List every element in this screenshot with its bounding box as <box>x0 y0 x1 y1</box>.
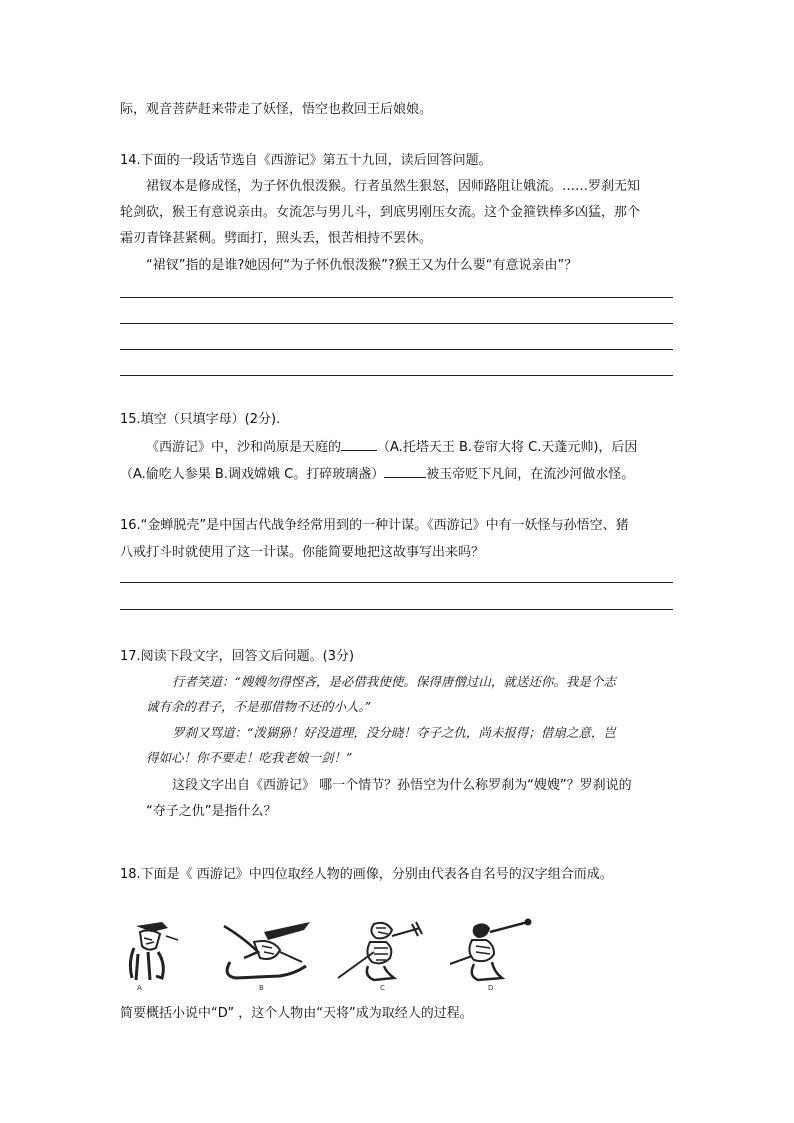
q16-line: 八戒打斗时就使用了这一计谋。你能简要地把这故事写出来吗？ <box>120 545 485 560</box>
q17-title: 17.阅读下段文字，回答文后问题。(3分) <box>120 649 355 664</box>
portrait-label: C <box>380 984 385 992</box>
answer-line[interactable] <box>120 609 673 610</box>
q17-quote-line: 诚有余的君子，不是那借物不还的小人。” <box>146 699 372 714</box>
q17-quote-line: 行者笑道：“嫂嫂勿得悭吝，是必借我使使。保得唐僧过山，就送还你。我是个志 <box>172 674 616 689</box>
q15-text: 《西游记》中，沙和尚原是天庭的 <box>146 440 342 455</box>
answer-line[interactable] <box>120 375 673 376</box>
answer-line[interactable] <box>120 582 673 583</box>
portrait-c-image <box>334 918 424 984</box>
q17-quote-line: 罗刹又骂道：“泼猢狲！好没道理，没分晓！夺子之仇，尚未报得；借扇之意，岂 <box>172 725 616 740</box>
q14-question: “裙钗”指的是谁?她因何“为子怀仇恨泼猴”?猴王又为什么要“有意说亲由”？ <box>146 258 578 273</box>
answer-line[interactable] <box>120 323 673 324</box>
portrait-label: A <box>137 984 142 992</box>
q14-title: 14.下面的一段话节选自《西游记》第五十九回，读后回答问题。 <box>120 153 492 168</box>
q14-passage-line: 裙钗本是修成怪，为子怀仇恨泼猴。行者虽然生狠怒，因师路阻让娥流。……罗刹无知 <box>146 179 641 194</box>
q17-question: 这段文字出自《西游记》 哪一个情节？孙悟空为什么称罗刹为“嫂嫂”？罗刹说的 <box>172 778 632 793</box>
q17-question: “夺子之仇”是指什么？ <box>146 804 277 819</box>
q15-text: 被玉帝贬下凡间，在流沙河做水怪。 <box>426 467 635 482</box>
fill-blank[interactable] <box>384 465 426 478</box>
q15-title: 15.填空（只填字母）(2分). <box>120 412 281 427</box>
portrait-label: D <box>488 984 494 992</box>
q14-passage-line: 轮剑砍，猴王有意说亲由。女流怎与男儿斗，到底男刚压女流。这个金箍铁棒多凶猛，那个 <box>120 205 641 220</box>
intro-line: 际，观音菩萨赶来带走了妖怪，悟空也救回王后娘娘。 <box>120 102 433 117</box>
answer-line[interactable] <box>120 297 673 298</box>
q16-line: 16.“金蝉脱壳”是中国古代战争经常用到的一种计谋。《西游记》中有一妖怪与孙悟空、猪 <box>120 518 629 533</box>
fill-blank[interactable] <box>341 438 377 451</box>
answer-line[interactable] <box>120 349 673 350</box>
q14-passage-line: 霜刃青锋甚紧稠。劈面打，照头丢，恨苦相持不罢休。 <box>120 231 433 246</box>
q18-title: 18.下面是《 西游记》中四位取经人物的画像，分别由代表各自名号的汉字组合而成。 <box>120 867 613 882</box>
q17-quote-line: 得如心！你不要走！吃我老娘一剑！” <box>146 750 353 765</box>
portrait-label: B <box>259 984 264 992</box>
portrait-d-image <box>444 918 534 984</box>
q15-line-1 <box>146 438 637 457</box>
portrait-a-image <box>122 918 192 984</box>
q15-line-2 <box>120 465 634 484</box>
q15-text: （A.托塔天王 B.卷帘大将 C.天蓬元帅)，后因 <box>377 440 638 455</box>
portrait-b-image <box>214 918 324 984</box>
q18-question: 简要概括小说中“D” ，这个人物由“天将”成为取经人的过程。 <box>120 1006 473 1021</box>
q15-text: （A.偷吃人参果 B.调戏嫦娥 C。打碎玻璃盏） <box>120 467 385 482</box>
character-portraits <box>122 918 532 996</box>
